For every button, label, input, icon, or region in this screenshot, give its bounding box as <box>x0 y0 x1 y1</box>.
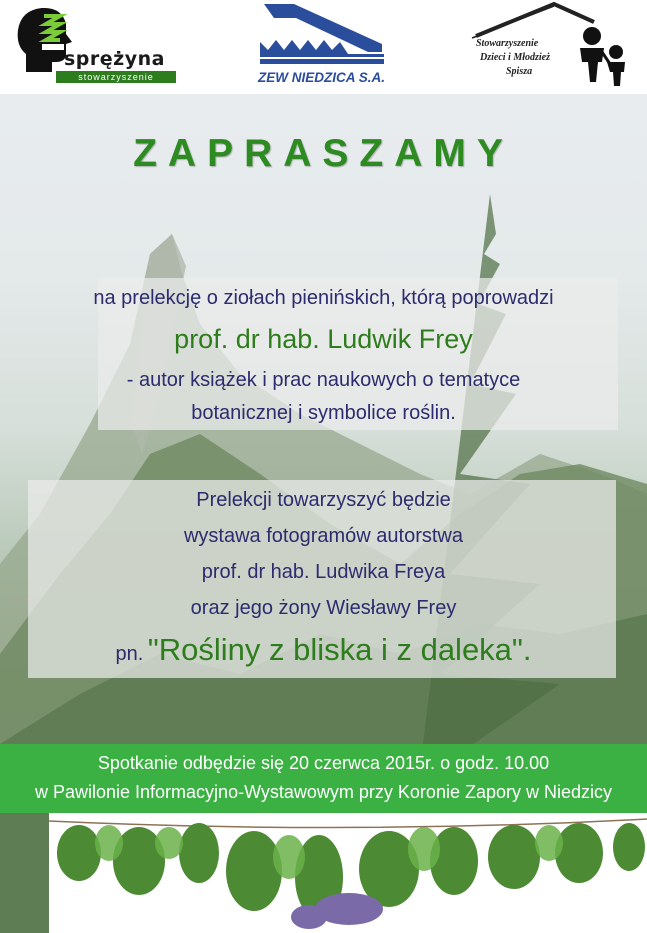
zew-name: ZEW NIEDZICA S.A. <box>258 70 385 85</box>
logo-bar <box>0 0 647 94</box>
headline: ZAPRASZAMY <box>133 132 514 175</box>
exhibition-line1: Prelekcji towarzyszyć będzie <box>196 489 451 511</box>
exhibition-line4: oraz jego żony Wiesławy Frey <box>190 597 457 619</box>
exhibition-line2: wystawa fotogramów autorstwa <box>183 525 463 547</box>
lecture-intro: na prelekcję o ziołach pienińskich, którą poprowadzi <box>93 287 554 309</box>
sprezyna-subtitle: stowarzyszenie <box>56 71 176 83</box>
exhibition-title: "Rośliny z bliska i z daleka". <box>147 632 532 667</box>
spisza-line2: Dzieci i Młodzież <box>480 52 550 63</box>
exhibition-title-line <box>0 632 647 668</box>
lecture-bio-line2: botanicznej i symbolice roślin. <box>191 402 456 424</box>
spisza-line1: Stowarzyszenie <box>476 38 539 49</box>
sprezyna-name: sprężyna <box>64 48 165 70</box>
hanging-herbs-image <box>49 813 647 933</box>
event-location: w Pawilonie Informacyjno-Wystawowym przy Koronie Zapory w Niedzicy <box>34 782 613 802</box>
spisza-logo <box>470 2 638 90</box>
spisza-line3: Spisza <box>506 66 533 77</box>
lecture-bio-line1: - autor książek i prac naukowych o tematyce <box>126 369 521 391</box>
sprezyna-logo <box>12 4 167 88</box>
dam-icon <box>256 2 388 68</box>
exhibition-line3: prof. dr hab. Ludwika Freya <box>201 561 446 583</box>
exhibition-prefix: pn. <box>115 643 144 665</box>
lecture-speaker: prof. dr hab. Ludwik Frey <box>174 324 473 354</box>
zew-logo <box>250 2 400 92</box>
poster <box>0 94 647 933</box>
event-date: Spotkanie odbędzie się 20 czerwca 2015r. o godz. 10.00 <box>97 753 550 773</box>
